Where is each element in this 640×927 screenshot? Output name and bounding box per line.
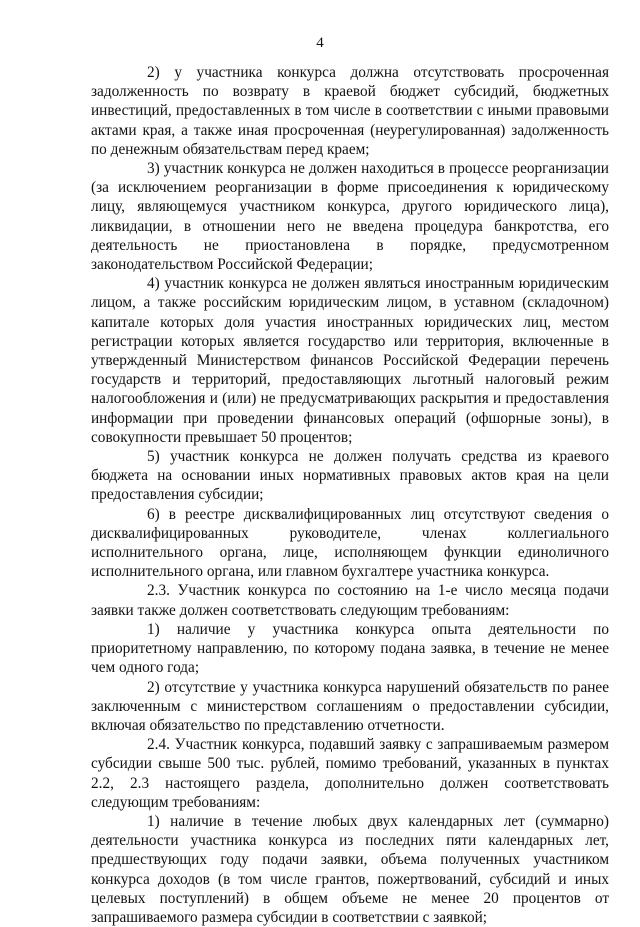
paragraph: 6) в реестре дисквалифицированных лиц отсутствуют сведения о дисквалифицированных руководителе, членах коллегиального исполнительного органа, лице, исполняющем функции единоличного исполнительного органа, или главном бухгалтере участника конкурса.	[91, 505, 609, 581]
paragraph: 4) участник конкурса не должен являться иностранным юридическим лицом, а также российским юридическим лицом, в уставном (складочном) капитале которых доля участия иностранных юридических лиц, местом регистрации которых является государство или территория, включенные в утвержденный Министерством финансов Российской Федерации перечень государств и территорий, предоставляющих льготный налоговый режим налогообложения и (или) не предусматривающих раскрытия и предоставления информации при проведении финансовых операций (офшорные зоны), в совокупности превышает 50 процентов;	[91, 275, 609, 446]
paragraph: 2.4. Участник конкурса, подавший заявку с запрашиваемым размером субсидии свыше 500 тыс. рублей, помимо требований, указанных в пунктах 2.2, 2.3 настоящего раздела, дополнительно должен соответствовать следующим требованиям:	[91, 736, 609, 811]
paragraph: 3) участник конкурса не должен находиться в процессе реорганизации (за исключением реорганизации в форме присоединения к юридическому лицу, являющемуся участником конкурса, другого юридического лица), ликвидации, в отношении него не введена процедура банкротства, его деятельность не приостановлена в порядке, предусмотренном законодательством Российской Федерации;	[91, 160, 609, 274]
document-body	[91, 63, 609, 927]
paragraph: 1) наличие в течение любых двух календарных лет (суммарно) деятельности участника конкурса из последних пяти календарных лет, предшествующих году подачи заявки, объема полученных участником конкурса доходов (в том числе грантов, пожертвований, субсидий и иных целевых поступлений) в общем объеме не менее 20 процентов от запрашиваемого размера субсидии в соответствии с заявкой;	[91, 812, 609, 926]
page-number: 4	[316, 35, 324, 51]
paragraph: 2) отсутствие у участника конкурса нарушений обязательств по ранее заключенным с министерством соглашениям о предоставлении субсидии, включая обязательство по представлению отчетности.	[91, 678, 609, 734]
paragraph: 1) наличие у участника конкурса опыта деятельности по приоритетному направлению, по которому подана заявка, в течение не менее чем одного года;	[91, 620, 609, 677]
paragraph: 5) участник конкурса не должен получать средства из краевого бюджета на основании иных нормативных правовых актов края на цели предоставления субсидии;	[91, 448, 609, 504]
paragraph: 2.3. Участник конкурса по состоянию на 1-е число месяца подачи заявки также должен соответствовать следующим требованиям:	[91, 582, 609, 619]
paragraph: 2) у участника конкурса должна отсутствовать просроченная задолженность по возврату в краевой бюджет субсидий, бюджетных инвестиций, предоставленных в том числе в соответствии с иными правовыми актами края, а также иная просроченная (неурегулированная) задолженность по денежным обязательствам перед краем;	[91, 64, 609, 158]
